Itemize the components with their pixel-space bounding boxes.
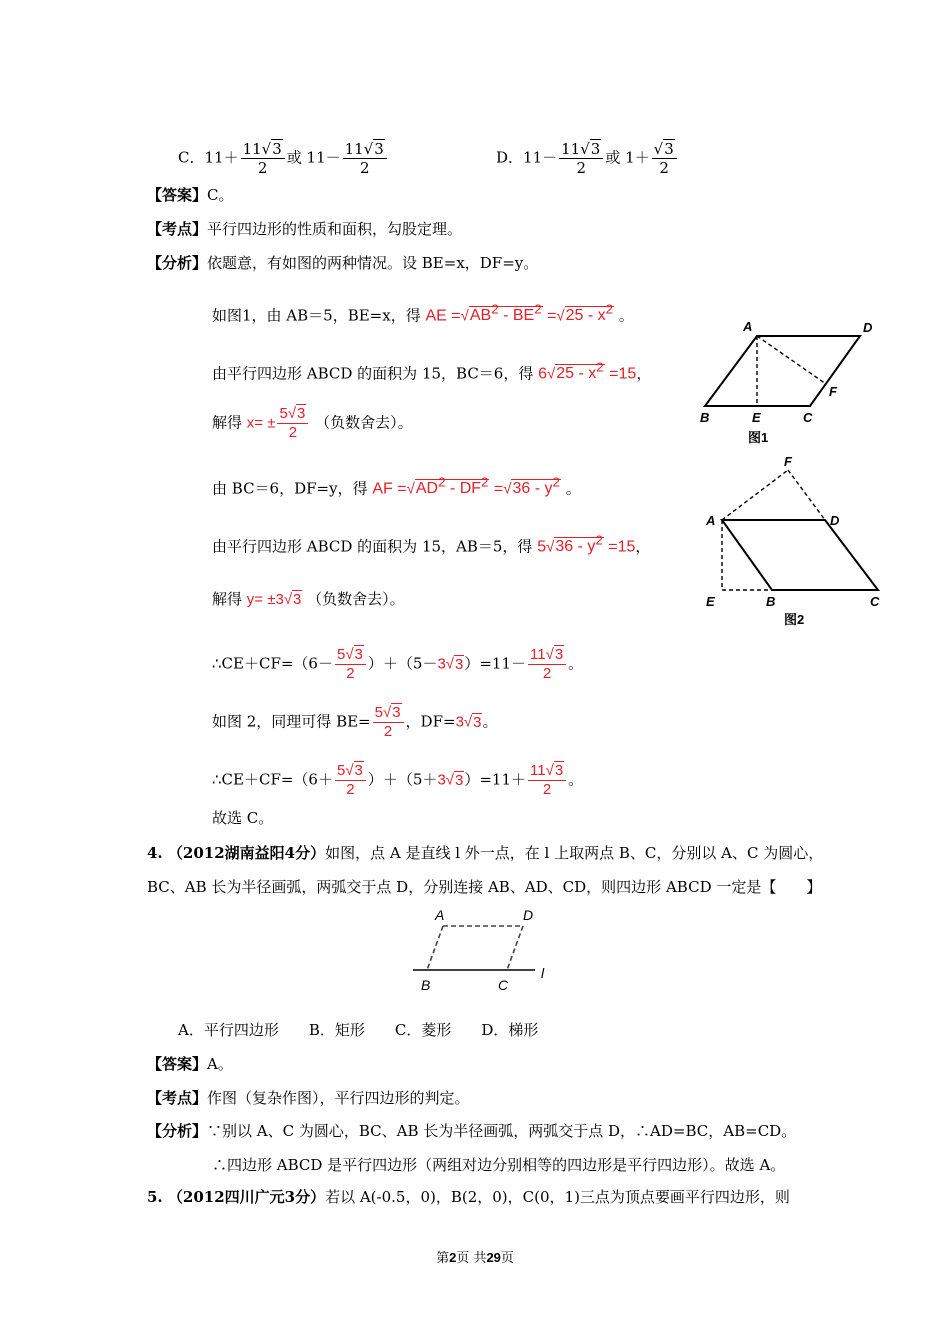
option-c: C．11＋ $\frac{11√3}{2}$ 或 11－ $\frac{11√3}{2}$ — [178, 140, 389, 177]
q4-options — [178, 1020, 538, 1040]
option-d: D．11－ $\frac{11√3}{2}$ 或 1＋ $\frac{√3}{2}$ — [496, 140, 679, 177]
q4-opt-d: D．梯形 — [481, 1021, 539, 1039]
q4-opt-a: A．平行四边形 — [178, 1021, 279, 1039]
figure-2 — [700, 452, 900, 632]
q4-label-c: C — [498, 977, 509, 993]
fig1-label-f: F — [829, 384, 837, 399]
fig1-label-b: B — [700, 410, 710, 425]
page-total: 29 — [486, 1250, 501, 1265]
analysis-intro: 依题意，有如图的两种情况。设 BE=x，DF=y。 — [207, 254, 539, 272]
step-4: 由 BC＝6，DF=y，得 AF $=√AD^2 - DF^2 =√36 - y^2$ 。 — [212, 475, 581, 498]
step-8: 如图 2，同理可得 BE= $\frac{5√3}{2}$ ，DF=3√3。 — [212, 704, 498, 740]
q4-stem-line1 — [147, 843, 823, 863]
fig1-label-c: C — [803, 410, 813, 425]
step-10: 故选 C。 — [212, 809, 274, 827]
answer-text: C。 — [207, 186, 234, 204]
q4-analysis-line2: ∴四边形 ABCD 是平行四边形（两组对边分别相等的四边形是平行四边形）。故选 A。 — [212, 1156, 786, 1174]
fig2-label-c: C — [870, 594, 880, 609]
figure-q4 — [405, 900, 555, 1000]
fig2-label-a: A — [706, 513, 716, 528]
fig2-label-f: F — [784, 454, 792, 469]
q4-label-b: B — [421, 977, 431, 993]
step-2: 由平行四边形 ABCD 的面积为 15，BC＝6，得 $6√25 - x^2 =15$， — [212, 360, 652, 383]
fig2-label-d: D — [830, 513, 840, 528]
answer-tag: 【答案】 — [147, 186, 208, 204]
answer-line — [147, 185, 234, 205]
fig1-label-d: D — [863, 320, 873, 335]
point-line — [147, 219, 462, 239]
step-7: ∴CE＋CF=（6－ $\frac{5√3}{2}$ ）＋（5－3√3）=11－ $\frac{11√3}{2}$ 。 — [212, 646, 584, 682]
step-6: 解得 y= ±3√3 （负数舍去）。 — [212, 590, 405, 608]
analysis-tag: 【分析】 — [147, 254, 208, 272]
q4-stem-line2: BC、AB 长为半径画弧，两弧交于点 D，分别连接 AB、AD、CD，则四边形 ABCD 一定是【 】 — [147, 878, 822, 896]
point-text: 平行四边形的性质和面积，勾股定理。 — [207, 220, 463, 238]
page-footer: 第2页 共29页 — [436, 1250, 514, 1266]
q4-opt-b: B．矩形 — [308, 1021, 365, 1039]
step-3: 解得 x= ± $\frac{5√3}{2}$ （负数舍去）。 — [212, 405, 413, 441]
q5-head: 5. （2012四川广元3分） — [147, 1188, 326, 1206]
q4-label-l: l — [541, 965, 545, 981]
q4-label-a: A — [435, 907, 445, 923]
analysis-line — [147, 253, 538, 273]
q4-opt-c: C．菱形 — [394, 1021, 452, 1039]
step-5: 由平行四边形 ABCD 的面积为 15，AB＝5，得 $5√36 - y^2 =15$， — [212, 533, 651, 556]
fig2-caption: 图2 — [784, 612, 805, 627]
figure-1 — [690, 318, 890, 448]
fig1-caption: 图1 — [748, 430, 769, 445]
point-tag: 【考点】 — [147, 220, 208, 238]
q4-head: 4. （2012湖南益阳4分） — [147, 844, 326, 862]
step-9: ∴CE＋CF=（6＋ $\frac{5√3}{2}$ ）＋（5＋3√3）=11＋ $\frac{11√3}{2}$ 。 — [212, 762, 584, 798]
q4-label-d: D — [523, 907, 534, 923]
q5-stem — [147, 1187, 790, 1207]
q4-stem1: 如图，点 A 是直线 l 外一点，在 l 上取两点 B、C，分别以 A、C 为圆心， — [325, 844, 824, 862]
fig1-label-e: E — [752, 410, 761, 425]
step-1: 如图1，由 AB＝5，BE=x，得 AE $=√AB^2 - BE^2 =√25 - x^2$ 。 — [212, 302, 634, 325]
q5-stem-text: 若以 A(-0.5，0)，B(2，0)，C(0，1)三点为顶点要画平行四边形，则 — [325, 1188, 790, 1206]
q4-answer-line: 【答案】A。 — [147, 1055, 233, 1073]
q4-point-line: 【考点】作图（复杂作图），平行四边形的判定。 — [147, 1089, 470, 1107]
q4-analysis-line1: 【分析】∵别以 A、C 为圆心，BC、AB 长为半径画弧，两弧交于点 D，∴AD=BC，AB=CD。 — [147, 1122, 797, 1140]
fig2-label-b: B — [766, 594, 776, 609]
page-number: 2 — [449, 1250, 457, 1265]
fig1-label-a: A — [743, 319, 753, 334]
fig2-label-e: E — [706, 594, 715, 609]
